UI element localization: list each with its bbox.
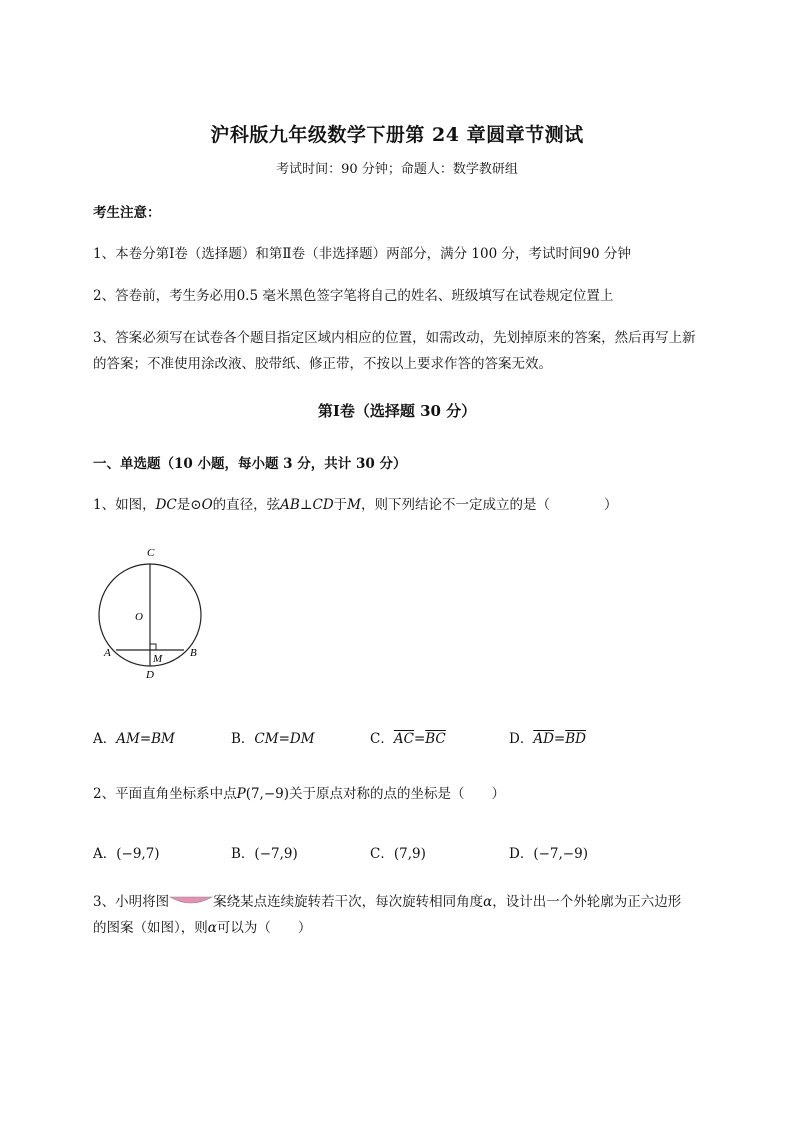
- option-c-label: C．: [370, 731, 394, 747]
- option-b-text: CM=DM: [254, 731, 315, 747]
- notice-item-1: 1、本卷分第Ⅰ卷（选择题）和第Ⅱ卷（非选择题）两部分，满分 100 分，考试时间90 分钟: [93, 246, 631, 262]
- q3-text-a: 3、小明将图: [93, 894, 170, 910]
- q3-alpha-2: α: [207, 920, 217, 936]
- notice-item-3-cont: 的答案；不准使用涂改液、胶带纸、修正带，不按以上要求作答的答案无效。: [93, 356, 552, 372]
- option-d-label: D．: [509, 731, 534, 747]
- q2-text-a: 2、平面直角坐标系中点: [93, 786, 237, 802]
- option-d-text: (−7,−9): [533, 846, 588, 862]
- q3-text-b: 案绕某点连续旋转若干次，每次旋转相同角度: [213, 894, 484, 910]
- q1-option-a[interactable]: [93, 727, 175, 747]
- notice-heading: 考生注意：: [93, 205, 161, 221]
- q1-ab: AB: [280, 497, 300, 513]
- option-d-eq: =: [553, 731, 566, 747]
- q1-text-e: ，则下列结论不一定成立的是（ ）: [361, 497, 618, 513]
- option-b-label: B．: [231, 846, 255, 862]
- question-3-cont: [93, 916, 311, 936]
- option-c-label: C．: [370, 846, 394, 862]
- notice-item-2: 2、答卷前，考生务必用0.5 毫米黑色签字笔将自己的姓名、班级填写在试卷规定位置上: [93, 288, 614, 304]
- q1-option-c[interactable]: [370, 727, 446, 747]
- section-title: 第Ⅰ卷（选择题 30 分）: [317, 402, 477, 420]
- q2-point: P: [236, 786, 246, 802]
- q2-text-b: 关于原点对称的点的坐标是（ ）: [289, 786, 506, 802]
- label-d: D: [146, 669, 154, 681]
- option-a-label: A．: [93, 731, 117, 747]
- q1-option-d[interactable]: [509, 727, 586, 747]
- question-2: [93, 782, 505, 802]
- q1-text-a: 1、如图，: [93, 497, 156, 513]
- q1-text-c: 的直径，弦: [212, 497, 281, 513]
- option-b-text: (−7,9): [254, 846, 298, 862]
- label-c: C: [147, 547, 155, 559]
- label-a: A: [104, 647, 111, 659]
- q3-text-d: 的图案（如图），则: [93, 920, 208, 936]
- arc-bc: $\overline{BC}$: [425, 731, 446, 747]
- q2-option-a[interactable]: [93, 842, 160, 862]
- q1-o: O: [201, 497, 213, 513]
- q1-cd: CD: [312, 497, 334, 513]
- option-c-eq: =: [413, 731, 426, 747]
- label-o: O: [135, 611, 143, 623]
- q2-option-c[interactable]: [370, 842, 426, 862]
- q1-m: M: [347, 497, 361, 513]
- question-1: [93, 493, 618, 513]
- option-c-text: (7,9): [393, 846, 426, 862]
- q3-alpha: α: [483, 894, 493, 910]
- q2-coord: (7,−9): [245, 786, 290, 802]
- option-a-text: AM=BM: [116, 731, 175, 747]
- q3-text-e: 可以为（ ）: [216, 920, 312, 936]
- label-b: B: [190, 647, 197, 659]
- notice-item-3: 3、答案必须写在试卷各个题目指定区域内相应的位置，如需改动，先划掉原来的答案，然后再写上新: [93, 330, 696, 346]
- arc-ac: $\overline{AC}$: [393, 731, 414, 747]
- q1-perp: ⊥: [299, 497, 313, 513]
- q2-option-b[interactable]: [231, 842, 298, 862]
- q1-option-b[interactable]: [231, 727, 315, 747]
- arc-bd: $\overline{BD}$: [565, 731, 586, 747]
- arc-ad: $\overline{AD}$: [533, 731, 554, 747]
- option-b-label: B．: [231, 731, 255, 747]
- label-m: M: [153, 653, 163, 665]
- option-a-text: (−9,7): [116, 846, 160, 862]
- option-d-label: D．: [509, 846, 534, 862]
- circle-figure: [90, 540, 220, 690]
- question-3: [93, 890, 681, 910]
- right-angle-mark: [150, 644, 156, 650]
- q1-text-d: 于: [333, 497, 348, 513]
- q3-text-c: ，设计出一个外轮廓为正六边形: [492, 894, 682, 910]
- option-a-label: A．: [93, 846, 117, 862]
- part-heading: 一、单选题（10 小题，每小题 3 分，共计 30 分）: [93, 456, 407, 472]
- petal-shape-icon: [169, 894, 213, 908]
- q1-dc: DC: [155, 497, 177, 513]
- q2-option-d[interactable]: [509, 842, 588, 862]
- exam-subtitle: 考试时间：90 分钟；命题人：数学教研组: [276, 162, 518, 177]
- q1-text-b: 是⊙: [176, 497, 202, 513]
- exam-title: 沪科版九年级数学下册第 24 章圆章节测试: [210, 124, 584, 146]
